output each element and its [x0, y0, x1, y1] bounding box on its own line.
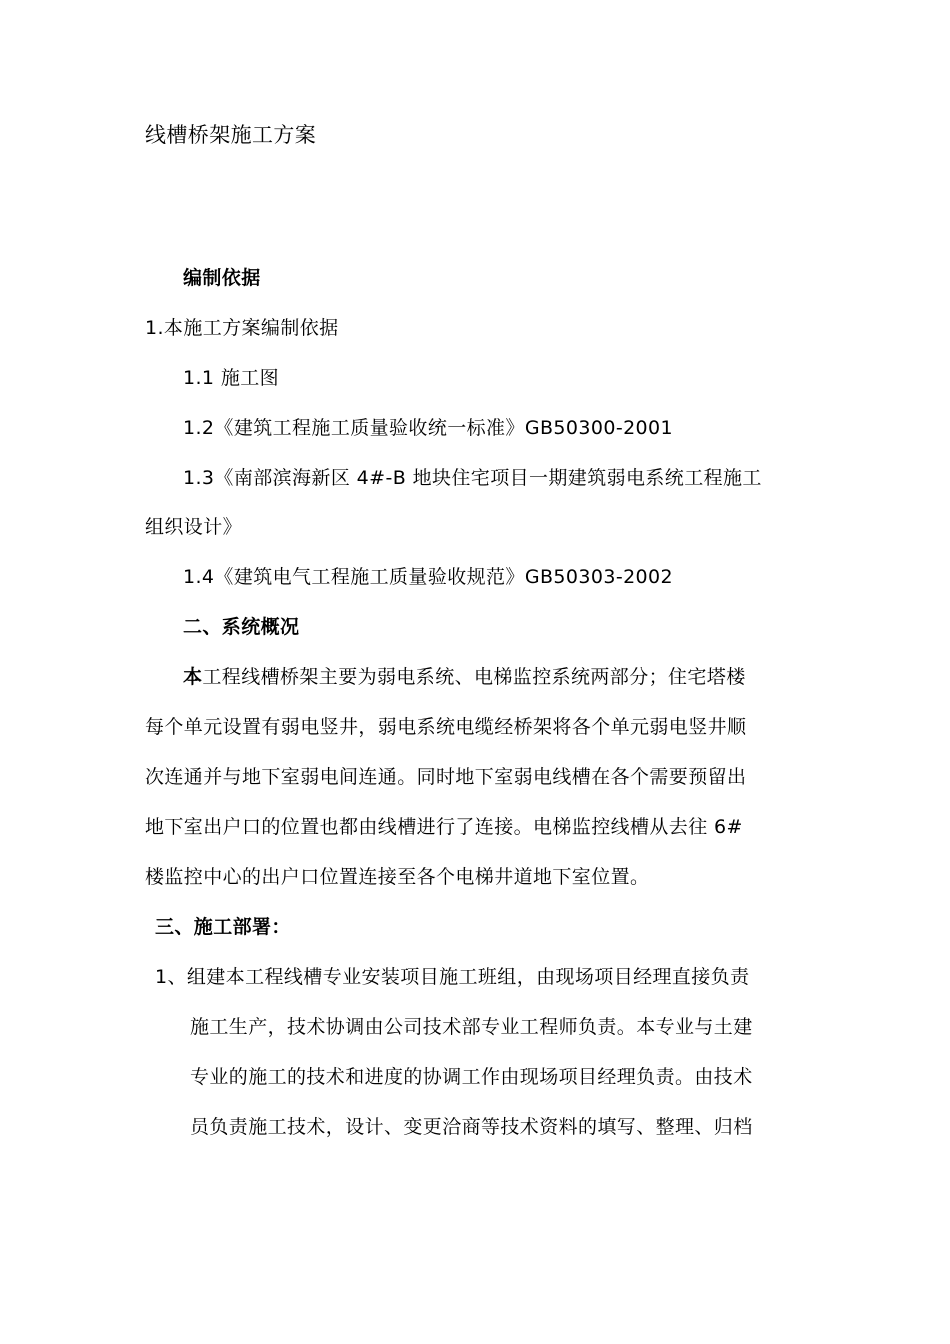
deployment-item1-line1: 1、组建本工程线槽专业安装项目施工班组，由现场项目经理直接负责 [155, 966, 750, 988]
basis-item-1-4: 1.4《建筑电气工程施工质量验收规范》GB50303-2002 [183, 566, 674, 588]
overview-paragraph-line5: 楼监控中心的出户口位置连接至各个电梯井道地下室位置。 [145, 866, 650, 888]
overview-paragraph-line4: 地下室出户口的位置也都由线槽进行了连接。电梯监控线槽从去往 6# [145, 816, 743, 838]
deployment-item1-line3: 专业的施工的技术和进度的协调工作由现场项目经理负责。由技术 [190, 1066, 753, 1088]
section-overview-heading: 二、系统概况 [183, 616, 300, 638]
basis-item-1: 1.本施工方案编制依据 [145, 317, 339, 339]
basis-item-1-3-line2: 组织设计》 [145, 516, 243, 538]
overview-line1-text: 工程线槽桥架主要为弱电系统、电梯监控系统两部分；住宅塔楼 [202, 666, 746, 688]
overview-paragraph-line1 [183, 665, 746, 689]
basis-item-1-3-line1: 1.3《南部滨海新区 4#-B 地块住宅项目一期建筑弱电系统工程施工 [183, 467, 762, 489]
section-deployment-heading: 三、施工部署： [155, 916, 291, 938]
basis-item-1-1: 1.1 施工图 [183, 367, 280, 389]
deployment-item1-line4: 员负责施工技术，设计、变更洽商等技术资料的填写、整理、归档 [190, 1116, 753, 1138]
overview-paragraph-line3: 次连通并与地下室弱电间连通。同时地下室弱电线槽在各个需要预留出 [145, 766, 747, 788]
section-basis-heading: 编制依据 [183, 267, 261, 289]
overview-paragraph-line2: 每个单元设置有弱电竖井，弱电系统电缆经桥架将各个单元弱电竖井顺 [145, 716, 747, 738]
overview-lead-char: 本 [183, 666, 203, 688]
document-title: 线槽桥架施工方案 [145, 123, 317, 147]
deployment-item1-line2: 施工生产，技术协调由公司技术部专业工程师负责。本专业与土建 [190, 1016, 753, 1038]
basis-item-1-2: 1.2《建筑工程施工质量验收统一标准》GB50300-2001 [183, 417, 674, 439]
